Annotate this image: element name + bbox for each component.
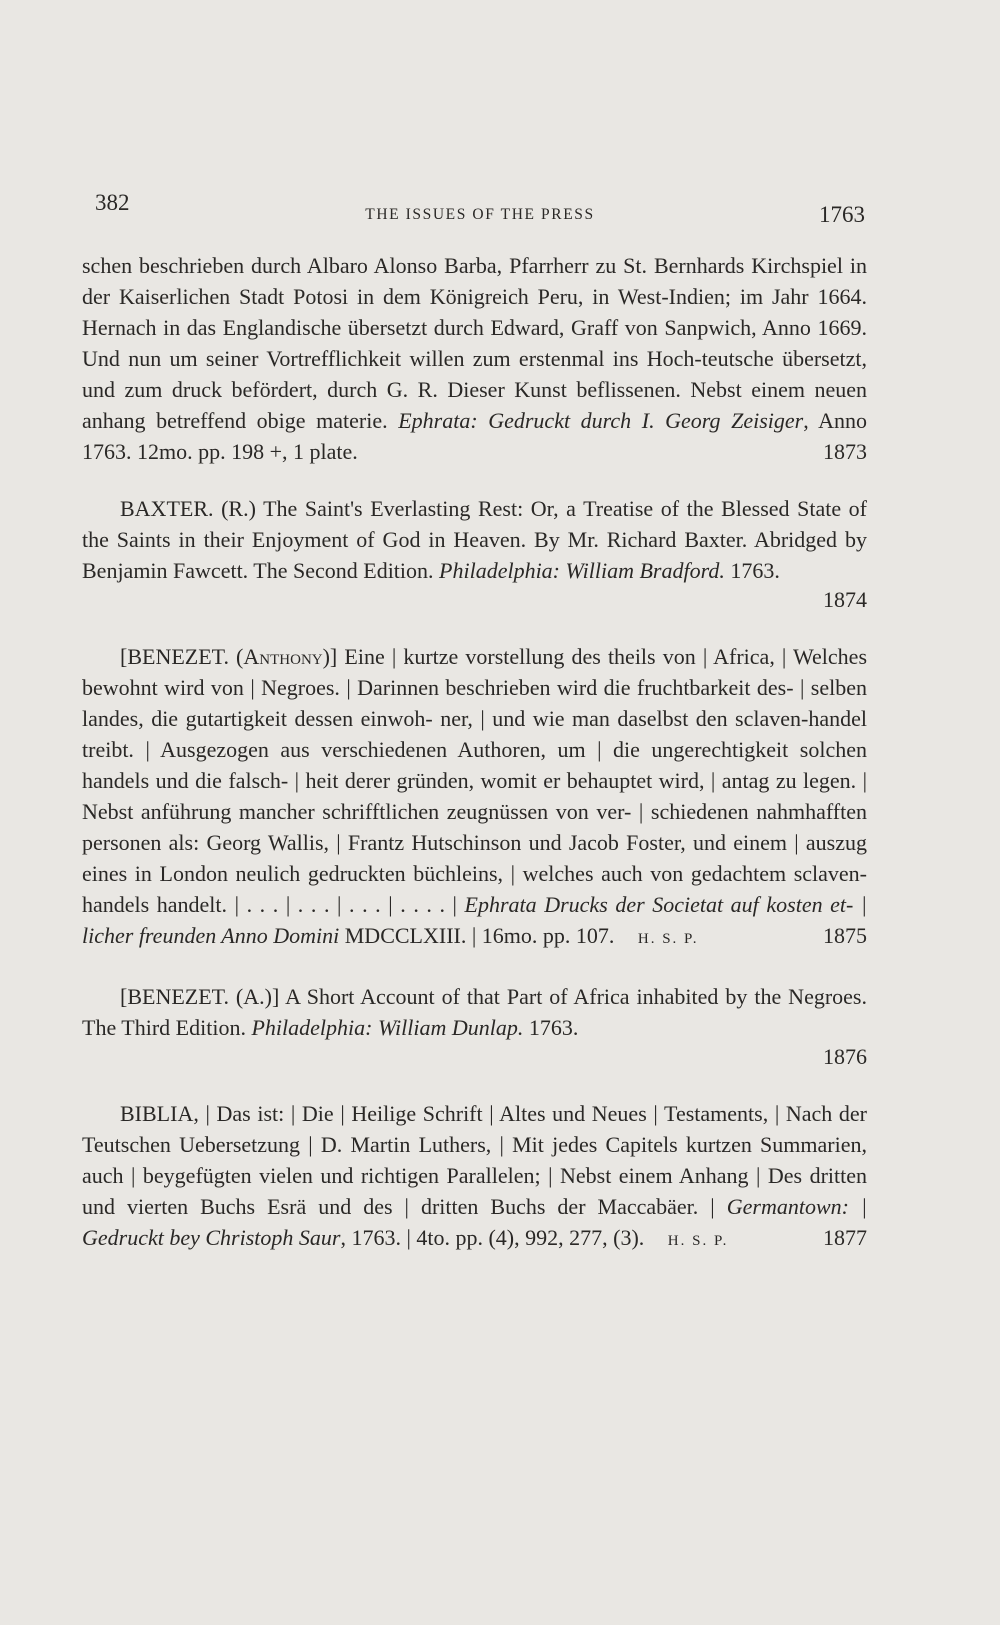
entry-number: 1876 [823, 1044, 867, 1069]
entry-text: Eine | kurtze vorstellung des theils von | Africa, | Welches bewohnt wird von | Negroes. | Darinnen beschrieben wird die fruchtbarkeit des- | selben landes, die gutartigkeit dessen einwoh- ner, | und wie man daselbst den sclaven-handel treibt. | Ausgezogen aus verschiedenen Authoren, um | die ungerechtigkeit solchen handels und die falsch- | heit derer gründen, womit er behauptet wird, | antag zu legen. | Nebst anführung mancher schrifftlichen zeugnüssen von ver- | schiedenen nahmhafften personen als: Georg Wallis, | Frantz Hutschinson und Jacob Foster, und einem | auszug eines in London neulich gedruckten büchleins, | welches auch von gedachtem sclaven-handels handelt. | . . . | . . . | . . . | . . . . | [82, 644, 868, 917]
page-number: 382 [95, 190, 130, 215]
entry-collation: 1763. [730, 558, 780, 583]
entry-location: H. S. P. [637, 931, 699, 947]
entry-imprint: Philadelphia: William Dunlap. [251, 1015, 524, 1040]
entry-collation: , Anno 1763. 12mo. pp. 198 +, 1 plate. [82, 408, 868, 464]
entry-author: BAXTER. (R.) [120, 496, 256, 521]
entry-collation: , 1763. | 4to. pp. (4), 992, 277, (3). [340, 1225, 645, 1250]
entry-imprint: Germantown: | Gedruckt bey Christoph Saur [82, 1194, 868, 1250]
entry-number: 1875 [823, 923, 867, 948]
entry-imprint: Ephrata: Gedruckt durch I. Georg Zeisiger [398, 408, 804, 433]
entry-body [82, 1098, 867, 1257]
entry-number: 1874 [823, 587, 867, 612]
entry-body [82, 981, 867, 1043]
entry-author: [BENEZET. (A.)] [120, 984, 280, 1009]
page-header [95, 190, 865, 230]
entry-body [82, 250, 867, 467]
running-title: THE ISSUES OF THE PRESS [365, 206, 595, 223]
entry-number: 1877 [823, 1225, 867, 1250]
entry-collation: MDCCLXIII. | 16mo. pp. 107. [344, 923, 615, 948]
entry-text: A Short Account of that Part of Africa inhabited by the Negroes. The Third Edition. [82, 984, 867, 1040]
entry-1876 [82, 981, 867, 1072]
entry-body [82, 641, 867, 955]
entry-text: | Das ist: | Die | Heilige Schrift | Altes und Neues | Testaments, | Nach der Teutschen Uebersetzung | D. Martin Luthers, | Mit jedes Capitels kurtzen Summarien, auch | beygefügten vielen und richtigen Parallelen; | Nebst einem Anhang | Des dritten und vierten Buchs Esrä und des | dritten Buchs der Maccabäer. | [82, 1101, 868, 1219]
entry-1877 [82, 1098, 867, 1257]
entry-number: 1873 [823, 439, 867, 464]
entry-1875 [82, 641, 867, 955]
entry-author: [BENEZET. (Anthony)] [120, 644, 338, 669]
entry-imprint: Ephrata Drucks der Societat auf kosten et- | licher freunden Anno Domini [82, 892, 867, 948]
entry-author: BIBLIA, [120, 1101, 199, 1126]
entry-1873 [82, 250, 867, 467]
entry-1874 [82, 493, 867, 615]
entry-collation: 1763. [528, 1015, 579, 1040]
entry-text: The Saint's Everlasting Rest: Or, a Treatise of the Blessed State of the Saints in their Enjoyment of God in Heaven. By Mr. Richard Baxter. Abridged by Benjamin Fawcett. The Second Edition. [82, 496, 867, 583]
header-year: 1763 [819, 202, 865, 227]
entry-body [82, 493, 867, 586]
bibliography-entries [82, 250, 867, 1283]
entry-location: H. S. P. [667, 1233, 729, 1249]
entry-imprint: Philadelphia: William Bradford. [439, 558, 725, 583]
entry-text: schen beschrieben durch Albaro Alonso Barba, Pfarrherr zu St. Bernhards Kirchspiel in der Kaiserlichen Stadt Potosi in dem Königreich Peru, in West-Indien; im Jahr 1664. Hernach in das Englandische übersetzt durch Edward, Graff von Sanpwich, Anno 1669. Und nun um seiner Vortrefflichkeit willen zum erstenmal ins Hoch-teutsche übersetzt, und zum druck befördert, durch G. R. Dieser Kunst beflissenen. Nebst einem neuen anhang betreffend obige materie. [82, 253, 867, 433]
